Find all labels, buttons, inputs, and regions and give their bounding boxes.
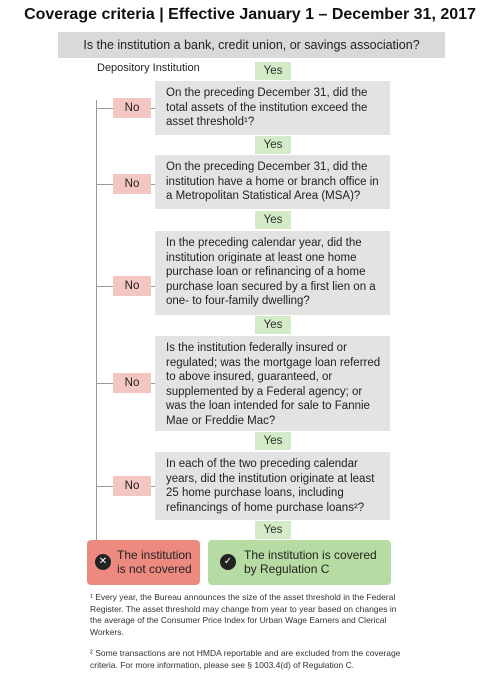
result-not-covered-text: The institution is not covered	[117, 548, 192, 576]
yes-label: Yes	[255, 521, 291, 539]
yes-label: Yes	[255, 62, 291, 80]
footnote-1: ¹ Every year, the Bureau announces the size of the asset threshold in the Federal Register. The asset threshold may change from year to year based on changes in the average of the Consumer Price Index for Urban Wage Earners and Clerical Workers.	[90, 592, 397, 637]
result-covered	[208, 540, 391, 585]
question-msa-office: On the preceding December 31, did the institution have a home or branch office in a Metropolitan Statistical Area (MSA)?	[155, 155, 390, 209]
result-not-covered	[87, 540, 200, 585]
no-label: No	[113, 276, 151, 296]
footnote-2: ² Some transactions are not HMDA reportable and are excluded from the coverage criteria. For more information, please see § 1003.4(d) of Regulation C.	[90, 648, 401, 670]
question-bank-type: Is the institution a bank, credit union, or savings association?	[58, 32, 445, 58]
no-label: No	[113, 174, 151, 194]
question-federal-insurance: Is the institution federally insured or regulated; was the mortgage loan referred to above insured, guaranteed, or supplemented by a Federal agency; or was the loan intended for sale to Fannie Mae or Freddie Mac?	[155, 336, 390, 431]
yes-label: Yes	[255, 136, 291, 154]
depository-label: Depository Institution	[97, 62, 200, 74]
result-covered-text: The institution is covered by Regulation C	[244, 548, 377, 576]
question-asset-threshold: On the preceding December 31, did the total assets of the institution exceed the asset threshold¹?	[155, 81, 390, 135]
check-circle-icon: ✓	[220, 554, 236, 570]
page-title: Coverage criteria | Effective January 1 – December 31, 2017	[24, 6, 476, 23]
no-label: No	[113, 98, 151, 118]
question-loan-origination: In the preceding calendar year, did the institution originate at least one home purchase loan or refinancing of a home purchase loan secured by a first lien on a one- to four-family dwelling?	[155, 231, 390, 315]
yes-label: Yes	[255, 432, 291, 450]
no-label: No	[113, 373, 151, 393]
yes-label: Yes	[255, 211, 291, 229]
no-label: No	[113, 476, 151, 496]
question-25-loans: In each of the two preceding calendar years, did the institution originate at least 25 home purchase loans, including refinancings of home purchase loans²?	[155, 452, 390, 520]
yes-label: Yes	[255, 316, 291, 334]
x-circle-icon: ✕	[95, 554, 111, 570]
no-connector-line	[96, 100, 97, 540]
